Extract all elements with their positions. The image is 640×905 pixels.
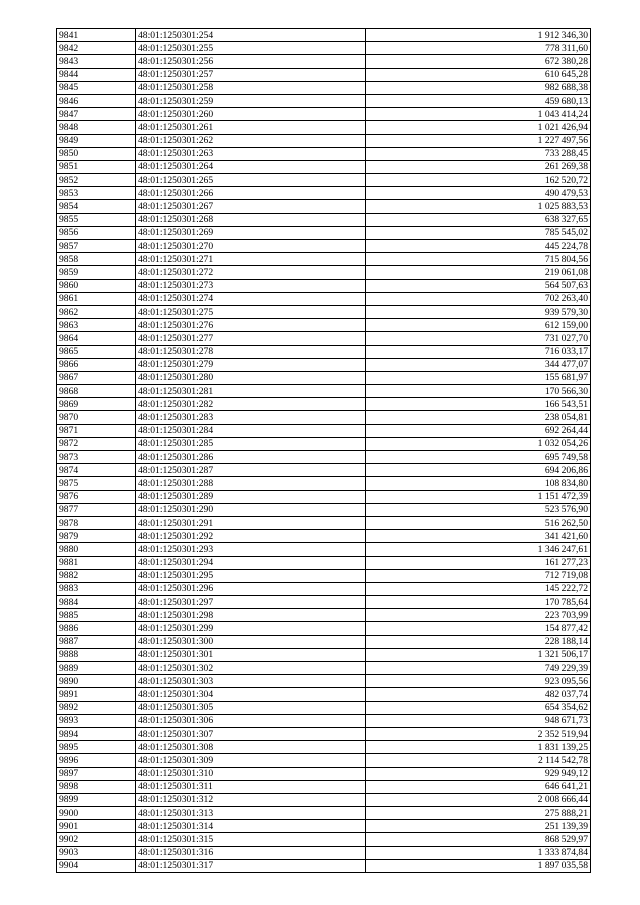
row-number-cell: 9841 <box>57 29 136 42</box>
cadastral-number-cell: 48:01:1250301:295 <box>136 569 366 582</box>
table-row <box>57 662 591 675</box>
row-number-cell: 9857 <box>57 240 136 253</box>
cadastral-value-cell: 610 645,28 <box>366 68 591 81</box>
cadastral-number-cell: 48:01:1250301:280 <box>136 371 366 384</box>
cadastral-value-cell: 161 277,23 <box>366 556 591 569</box>
cadastral-number-cell: 48:01:1250301:272 <box>136 266 366 279</box>
cadastral-value-cell: 170 566,30 <box>366 385 591 398</box>
row-number-cell: 9864 <box>57 332 136 345</box>
cadastral-number-cell: 48:01:1250301:284 <box>136 424 366 437</box>
cadastral-number-cell: 48:01:1250301:316 <box>136 846 366 859</box>
cadastral-number-cell: 48:01:1250301:262 <box>136 134 366 147</box>
table-row <box>57 820 591 833</box>
row-number-cell: 9855 <box>57 213 136 226</box>
cadastral-value-cell: 341 421,60 <box>366 530 591 543</box>
row-number-cell: 9869 <box>57 398 136 411</box>
cadastral-value-cell: 612 159,00 <box>366 319 591 332</box>
table-row <box>57 648 591 661</box>
cadastral-value-cell: 564 507,63 <box>366 279 591 292</box>
cadastral-number-cell: 48:01:1250301:315 <box>136 833 366 846</box>
cadastral-value-cell: 170 785,64 <box>366 596 591 609</box>
table-row <box>57 319 591 332</box>
table-row <box>57 94 591 107</box>
cadastral-value-cell: 344 477,07 <box>366 358 591 371</box>
cadastral-number-cell: 48:01:1250301:257 <box>136 68 366 81</box>
cadastral-number-cell: 48:01:1250301:314 <box>136 820 366 833</box>
row-number-cell: 9868 <box>57 385 136 398</box>
table-row <box>57 530 591 543</box>
cadastral-value-cell: 694 206,86 <box>366 464 591 477</box>
row-number-cell: 9875 <box>57 477 136 490</box>
row-number-cell: 9851 <box>57 160 136 173</box>
cadastral-number-cell: 48:01:1250301:279 <box>136 358 366 371</box>
cadastral-value-cell: 162 520,72 <box>366 174 591 187</box>
table-row <box>57 714 591 727</box>
cadastral-number-cell: 48:01:1250301:261 <box>136 121 366 134</box>
row-number-cell: 9890 <box>57 675 136 688</box>
row-number-cell: 9845 <box>57 81 136 94</box>
row-number-cell: 9881 <box>57 556 136 569</box>
table-row <box>57 635 591 648</box>
table-row <box>57 29 591 42</box>
cadastral-value-cell: 1 032 054,26 <box>366 437 591 450</box>
table-row <box>57 464 591 477</box>
cadastral-value-cell: 939 579,30 <box>366 305 591 318</box>
cadastral-number-cell: 48:01:1250301:277 <box>136 332 366 345</box>
row-number-cell: 9887 <box>57 635 136 648</box>
table-row <box>57 754 591 767</box>
table-row <box>57 793 591 806</box>
row-number-cell: 9866 <box>57 358 136 371</box>
cadastral-value-cell: 749 229,39 <box>366 662 591 675</box>
cadastral-number-cell: 48:01:1250301:294 <box>136 556 366 569</box>
table-row <box>57 807 591 820</box>
cadastral-value-cell: 2 114 542,78 <box>366 754 591 767</box>
cadastral-number-cell: 48:01:1250301:286 <box>136 451 366 464</box>
table-row <box>57 121 591 134</box>
table-row <box>57 187 591 200</box>
cadastral-number-cell: 48:01:1250301:310 <box>136 767 366 780</box>
row-number-cell: 9865 <box>57 345 136 358</box>
cadastral-value-cell: 1 227 497,56 <box>366 134 591 147</box>
row-number-cell: 9900 <box>57 807 136 820</box>
cadastral-number-cell: 48:01:1250301:288 <box>136 477 366 490</box>
row-number-cell: 9843 <box>57 55 136 68</box>
row-number-cell: 9877 <box>57 503 136 516</box>
row-number-cell: 9903 <box>57 846 136 859</box>
row-number-cell: 9882 <box>57 569 136 582</box>
cadastral-number-cell: 48:01:1250301:304 <box>136 688 366 701</box>
cadastral-number-cell: 48:01:1250301:290 <box>136 503 366 516</box>
table-row <box>57 200 591 213</box>
cadastral-value-cell: 1 025 883,53 <box>366 200 591 213</box>
cadastral-value-cell: 219 061,08 <box>366 266 591 279</box>
row-number-cell: 9870 <box>57 411 136 424</box>
cadastral-value-cell: 275 888,21 <box>366 807 591 820</box>
cadastral-value-cell: 238 054,81 <box>366 411 591 424</box>
row-number-cell: 9893 <box>57 714 136 727</box>
cadastral-value-cell: 2 352 519,94 <box>366 727 591 740</box>
table-row <box>57 411 591 424</box>
cadastral-number-cell: 48:01:1250301:299 <box>136 622 366 635</box>
cadastral-value-cell: 731 027,70 <box>366 332 591 345</box>
cadastral-value-cell: 145 222,72 <box>366 582 591 595</box>
row-number-cell: 9884 <box>57 596 136 609</box>
cadastral-value-cell: 733 288,45 <box>366 147 591 160</box>
cadastral-value-cell: 166 543,51 <box>366 398 591 411</box>
cadastral-number-cell: 48:01:1250301:301 <box>136 648 366 661</box>
row-number-cell: 9850 <box>57 147 136 160</box>
cadastral-number-cell: 48:01:1250301:259 <box>136 94 366 107</box>
cadastral-number-cell: 48:01:1250301:312 <box>136 793 366 806</box>
cadastral-number-cell: 48:01:1250301:302 <box>136 662 366 675</box>
row-number-cell: 9901 <box>57 820 136 833</box>
table-row <box>57 741 591 754</box>
cadastral-number-cell: 48:01:1250301:298 <box>136 609 366 622</box>
table-row <box>57 279 591 292</box>
cadastral-value-cell: 1 831 139,25 <box>366 741 591 754</box>
row-number-cell: 9897 <box>57 767 136 780</box>
row-number-cell: 9846 <box>57 94 136 107</box>
table-row <box>57 55 591 68</box>
row-number-cell: 9896 <box>57 754 136 767</box>
cadastral-number-cell: 48:01:1250301:311 <box>136 780 366 793</box>
cadastral-number-cell: 48:01:1250301:296 <box>136 582 366 595</box>
cadastral-number-cell: 48:01:1250301:287 <box>136 464 366 477</box>
cadastral-number-cell: 48:01:1250301:260 <box>136 108 366 121</box>
cadastral-number-cell: 48:01:1250301:307 <box>136 727 366 740</box>
row-number-cell: 9886 <box>57 622 136 635</box>
row-number-cell: 9872 <box>57 437 136 450</box>
cadastral-number-cell: 48:01:1250301:300 <box>136 635 366 648</box>
row-number-cell: 9899 <box>57 793 136 806</box>
cadastral-number-cell: 48:01:1250301:309 <box>136 754 366 767</box>
row-number-cell: 9867 <box>57 371 136 384</box>
table-row <box>57 477 591 490</box>
cadastral-number-cell: 48:01:1250301:256 <box>136 55 366 68</box>
cadastral-number-cell: 48:01:1250301:258 <box>136 81 366 94</box>
table-row <box>57 767 591 780</box>
cadastral-number-cell: 48:01:1250301:293 <box>136 543 366 556</box>
cadastral-value-cell: 1 897 035,58 <box>366 859 591 872</box>
table-row <box>57 398 591 411</box>
cadastral-number-cell: 48:01:1250301:285 <box>136 437 366 450</box>
table-row <box>57 543 591 556</box>
table-row <box>57 727 591 740</box>
cadastral-value-cell: 154 877,42 <box>366 622 591 635</box>
table-row <box>57 675 591 688</box>
cadastral-value-cell: 638 327,65 <box>366 213 591 226</box>
cadastral-number-cell: 48:01:1250301:281 <box>136 385 366 398</box>
table-row <box>57 622 591 635</box>
row-number-cell: 9878 <box>57 516 136 529</box>
row-number-cell: 9895 <box>57 741 136 754</box>
table-row <box>57 160 591 173</box>
table-row <box>57 68 591 81</box>
row-number-cell: 9880 <box>57 543 136 556</box>
cadastral-value-cell: 516 262,50 <box>366 516 591 529</box>
table-row <box>57 609 591 622</box>
cadastral-number-cell: 48:01:1250301:274 <box>136 292 366 305</box>
cadastral-number-cell: 48:01:1250301:306 <box>136 714 366 727</box>
row-number-cell: 9858 <box>57 253 136 266</box>
row-number-cell: 9861 <box>57 292 136 305</box>
cadastral-number-cell: 48:01:1250301:278 <box>136 345 366 358</box>
row-number-cell: 9860 <box>57 279 136 292</box>
cadastral-value-cell: 2 008 666,44 <box>366 793 591 806</box>
table-row <box>57 174 591 187</box>
table-row <box>57 859 591 872</box>
table-row <box>57 266 591 279</box>
row-number-cell: 9849 <box>57 134 136 147</box>
cadastral-value-cell: 868 529,97 <box>366 833 591 846</box>
table-row <box>57 226 591 239</box>
cadastral-value-cell: 445 224,78 <box>366 240 591 253</box>
row-number-cell: 9894 <box>57 727 136 740</box>
cadastral-value-cell: 108 834,80 <box>366 477 591 490</box>
cadastral-value-cell: 459 680,13 <box>366 94 591 107</box>
row-number-cell: 9902 <box>57 833 136 846</box>
table-row <box>57 332 591 345</box>
cadastral-value-cell: 490 479,53 <box>366 187 591 200</box>
table-row <box>57 213 591 226</box>
cadastral-value-cell: 646 641,21 <box>366 780 591 793</box>
row-number-cell: 9863 <box>57 319 136 332</box>
table-row <box>57 424 591 437</box>
row-number-cell: 9879 <box>57 530 136 543</box>
table-row <box>57 556 591 569</box>
cadastral-number-cell: 48:01:1250301:255 <box>136 42 366 55</box>
table-row <box>57 516 591 529</box>
cadastral-number-cell: 48:01:1250301:269 <box>136 226 366 239</box>
cadastral-number-cell: 48:01:1250301:276 <box>136 319 366 332</box>
row-number-cell: 9904 <box>57 859 136 872</box>
table-row <box>57 371 591 384</box>
cadastral-number-cell: 48:01:1250301:264 <box>136 160 366 173</box>
row-number-cell: 9856 <box>57 226 136 239</box>
table-row <box>57 701 591 714</box>
cadastral-value-cell: 715 804,56 <box>366 253 591 266</box>
cadastral-number-cell: 48:01:1250301:317 <box>136 859 366 872</box>
cadastral-value-cell: 778 311,60 <box>366 42 591 55</box>
cadastral-number-cell: 48:01:1250301:283 <box>136 411 366 424</box>
row-number-cell: 9848 <box>57 121 136 134</box>
table-row <box>57 569 591 582</box>
row-number-cell: 9842 <box>57 42 136 55</box>
cadastral-value-cell: 692 264,44 <box>366 424 591 437</box>
cadastral-value-cell: 929 949,12 <box>366 767 591 780</box>
table-row <box>57 846 591 859</box>
cadastral-value-cell: 228 188,14 <box>366 635 591 648</box>
row-number-cell: 9854 <box>57 200 136 213</box>
cadastral-value-cell: 1 346 247,61 <box>366 543 591 556</box>
cadastral-value-cell: 654 354,62 <box>366 701 591 714</box>
table-row <box>57 451 591 464</box>
row-number-cell: 9847 <box>57 108 136 121</box>
cadastral-value-cell: 1 333 874,84 <box>366 846 591 859</box>
cadastral-value-cell: 923 095,56 <box>366 675 591 688</box>
cadastral-value-cell: 1 151 472,39 <box>366 490 591 503</box>
cadastral-value-cell: 1 321 506,17 <box>366 648 591 661</box>
row-number-cell: 9844 <box>57 68 136 81</box>
cadastral-value-cell: 712 719,08 <box>366 569 591 582</box>
row-number-cell: 9885 <box>57 609 136 622</box>
table-body <box>57 29 591 873</box>
cadastral-number-cell: 48:01:1250301:263 <box>136 147 366 160</box>
row-number-cell: 9891 <box>57 688 136 701</box>
cadastral-number-cell: 48:01:1250301:308 <box>136 741 366 754</box>
table-row <box>57 147 591 160</box>
table-row <box>57 81 591 94</box>
cadastral-value-cell: 1 912 346,30 <box>366 29 591 42</box>
cadastral-value-cell: 482 037,74 <box>366 688 591 701</box>
row-number-cell: 9873 <box>57 451 136 464</box>
cadastral-value-cell: 155 681,97 <box>366 371 591 384</box>
row-number-cell: 9853 <box>57 187 136 200</box>
row-number-cell: 9888 <box>57 648 136 661</box>
cadastral-number-cell: 48:01:1250301:305 <box>136 701 366 714</box>
cadastral-number-cell: 48:01:1250301:254 <box>136 29 366 42</box>
cadastral-number-cell: 48:01:1250301:275 <box>136 305 366 318</box>
cadastral-value-cell: 1 021 426,94 <box>366 121 591 134</box>
table-row <box>57 134 591 147</box>
cadastral-number-cell: 48:01:1250301:303 <box>136 675 366 688</box>
table-row <box>57 780 591 793</box>
table-row <box>57 582 591 595</box>
table-row <box>57 437 591 450</box>
table-row <box>57 358 591 371</box>
row-number-cell: 9892 <box>57 701 136 714</box>
cadastral-number-cell: 48:01:1250301:289 <box>136 490 366 503</box>
cadastral-number-cell: 48:01:1250301:271 <box>136 253 366 266</box>
table-row <box>57 240 591 253</box>
cadastral-value-cell: 948 671,73 <box>366 714 591 727</box>
table-row <box>57 490 591 503</box>
cadastral-value-cell: 702 263,40 <box>366 292 591 305</box>
table-row <box>57 42 591 55</box>
cadastral-value-cell: 261 269,38 <box>366 160 591 173</box>
table-row <box>57 108 591 121</box>
row-number-cell: 9883 <box>57 582 136 595</box>
cadastral-number-cell: 48:01:1250301:291 <box>136 516 366 529</box>
table-row <box>57 596 591 609</box>
cadastral-value-cell: 982 688,38 <box>366 81 591 94</box>
cadastral-value-cell: 672 380,28 <box>366 55 591 68</box>
cadastral-value-cell: 523 576,90 <box>366 503 591 516</box>
table-row <box>57 345 591 358</box>
row-number-cell: 9859 <box>57 266 136 279</box>
cadastral-value-cell: 223 703,99 <box>366 609 591 622</box>
table-row <box>57 385 591 398</box>
cadastral-value-cell: 695 749,58 <box>366 451 591 464</box>
row-number-cell: 9852 <box>57 174 136 187</box>
cadastral-value-cell: 1 043 414,24 <box>366 108 591 121</box>
row-number-cell: 9874 <box>57 464 136 477</box>
cadastral-number-cell: 48:01:1250301:268 <box>136 213 366 226</box>
cadastral-number-cell: 48:01:1250301:297 <box>136 596 366 609</box>
cadastral-value-cell: 716 033,17 <box>366 345 591 358</box>
cadastral-number-cell: 48:01:1250301:273 <box>136 279 366 292</box>
cadastral-number-cell: 48:01:1250301:267 <box>136 200 366 213</box>
row-number-cell: 9871 <box>57 424 136 437</box>
table-row <box>57 503 591 516</box>
table-row <box>57 305 591 318</box>
cadastral-value-cell: 251 139,39 <box>366 820 591 833</box>
table-row <box>57 253 591 266</box>
cadastral-number-cell: 48:01:1250301:266 <box>136 187 366 200</box>
row-number-cell: 9898 <box>57 780 136 793</box>
cadastral-number-cell: 48:01:1250301:270 <box>136 240 366 253</box>
cadastral-number-cell: 48:01:1250301:282 <box>136 398 366 411</box>
table-row <box>57 688 591 701</box>
cadastral-value-cell: 785 545,02 <box>366 226 591 239</box>
cadastral-number-cell: 48:01:1250301:292 <box>136 530 366 543</box>
table-row <box>57 292 591 305</box>
cadastral-number-cell: 48:01:1250301:265 <box>136 174 366 187</box>
row-number-cell: 9862 <box>57 305 136 318</box>
table-row <box>57 833 591 846</box>
cadastral-value-table <box>56 28 591 873</box>
row-number-cell: 9876 <box>57 490 136 503</box>
cadastral-number-cell: 48:01:1250301:313 <box>136 807 366 820</box>
row-number-cell: 9889 <box>57 662 136 675</box>
